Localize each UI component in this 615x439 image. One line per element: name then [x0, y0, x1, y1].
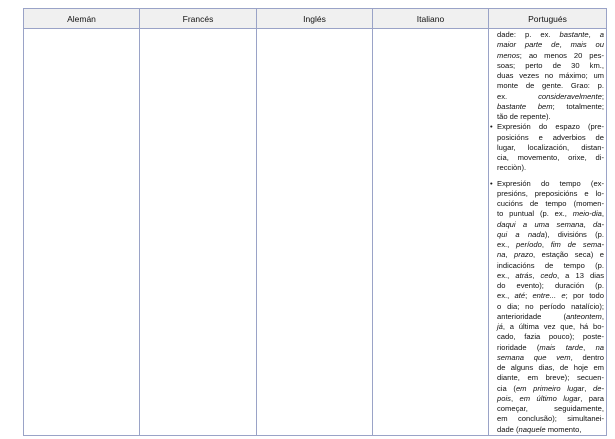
text-line: rioridade (mais tarde, na — [497, 342, 605, 352]
cell-italiano — [373, 29, 489, 436]
text-line: semana que vem, dentro — [497, 352, 604, 362]
cell-aleman — [24, 29, 140, 436]
text-line: dade (naquele momento, — [497, 424, 582, 434]
text-line: cia, movemento, orixe, di- — [497, 153, 604, 162]
text-line: bastante bem; totalmente; — [497, 101, 604, 111]
text-line: duas vezes no máximo; um — [497, 71, 604, 80]
column-header-aleman: Alemán — [24, 9, 140, 29]
portugues-content — [489, 29, 606, 435]
cell-portugues — [489, 29, 607, 436]
text-line: na, prazo, estação seca) e — [497, 250, 604, 260]
text-line: diante, em breve); secuen- — [497, 373, 604, 383]
content-row — [24, 29, 607, 436]
column-header-italiano: Italiano — [373, 9, 489, 29]
text-line: indicacións de tempo (p. — [497, 260, 604, 270]
text-line: anterioridade (anteontem, — [497, 311, 604, 321]
text-line: ex. consideravelmente; — [497, 91, 604, 101]
text-line: presións, preposicións e lo- — [497, 188, 604, 198]
text-line: to puntual (p. ex., meio-dia, — [497, 209, 604, 219]
text-line: qui a nada), divisións (p. — [497, 229, 604, 239]
cell-frances — [140, 29, 257, 436]
curriculum-table — [23, 8, 607, 436]
bullet-item-space — [497, 122, 604, 173]
text-line: cucións de tempo (momen- — [497, 199, 604, 208]
text-line: monte de gente. Grao: p. — [497, 81, 604, 91]
text-line: pois, em último lugar, para — [497, 393, 604, 403]
text-line: • Expresión do espazo (pre- — [497, 122, 604, 132]
cell-ingles — [257, 29, 373, 436]
column-header-frances: Francés — [140, 9, 257, 29]
text-line: ex., atrás, cedo, a 13 dias — [497, 270, 604, 280]
text-line: ex., período, fim de sema- — [497, 240, 604, 249]
text-line: recciòn). — [497, 163, 527, 173]
column-header-ingles: Inglés — [257, 9, 373, 29]
column-header-portugues: Portugués — [489, 9, 607, 29]
text-line: de alguns dias, de hoje em — [497, 363, 604, 372]
bullet-item-time — [497, 179, 604, 435]
text-line: menos; ao menos 20 pes- — [497, 50, 604, 60]
text-line: posicións e adverbios de — [497, 132, 604, 142]
text-line: começar, seguidamente, — [497, 404, 604, 413]
text-line: • Expresión do tempo (ex- — [497, 178, 604, 188]
text-line: do evento); duración (p. — [497, 281, 604, 290]
text-line: cado, fazia pouco); poste- — [497, 332, 604, 342]
text-line: o dia; no período natalício); — [497, 301, 604, 311]
text-line: em conclusão); simultanei- — [497, 414, 604, 424]
text-line: cia (em primeiro lugar, de- — [497, 383, 604, 393]
header-row — [24, 9, 607, 29]
intro-paragraph — [497, 30, 604, 122]
text-line: ex., até; entre... e; por todo — [497, 291, 604, 301]
text-line: daqui a uma semana, da- — [497, 219, 604, 229]
text-line: lugar, localización, distan- — [497, 142, 604, 152]
text-line: dade: p. ex. bastante, a — [497, 30, 604, 39]
text-line: soas; perto de 30 km., — [497, 60, 604, 70]
text-line: maior parte de, mais ou — [497, 40, 604, 50]
text-line: já, a última vez que, há bo- — [497, 322, 604, 331]
text-line: tão de repente). — [497, 112, 551, 121]
